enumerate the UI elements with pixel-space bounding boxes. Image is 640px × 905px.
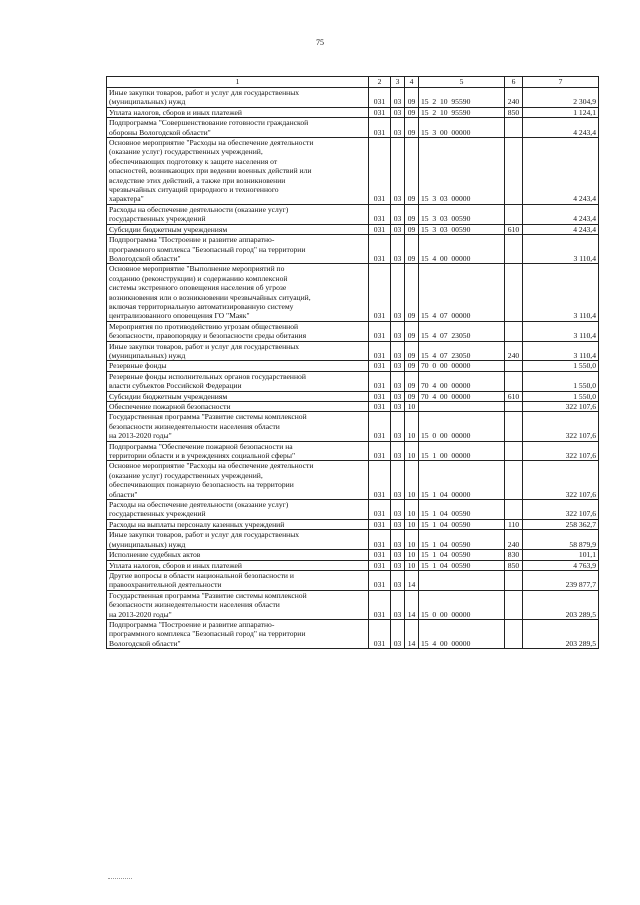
expense-type-cell: 610 xyxy=(505,391,523,401)
ministry-code-cell: 031 xyxy=(369,361,391,371)
amount-cell: 322 107,6 xyxy=(523,500,599,520)
expense-type-cell xyxy=(505,402,523,412)
item-name-cell: Резервные фонды исполнительных органов государственной власти субъектов Российской Федерации xyxy=(107,371,369,391)
amount-cell: 258 362,7 xyxy=(523,519,599,529)
item-name-cell: Подпрограмма "Построение и развитие аппаратно- программного комплекса "Безопасный город" на территории Вологодской области" xyxy=(107,619,369,648)
item-name-cell: Подпрограмма "Построение и развитие аппаратно- программного комплекса "Безопасный город" на территории Вологодской области" xyxy=(107,235,369,264)
amount-cell: 58 879,9 xyxy=(523,530,599,550)
amount-cell: 322 107,6 xyxy=(523,412,599,441)
ministry-code-cell: 031 xyxy=(369,560,391,570)
budget-table xyxy=(106,76,599,649)
item-name-cell: Исполнение судебных актов xyxy=(107,550,369,560)
target-article-cell: 15 4 07 23050 xyxy=(419,341,505,361)
target-article-cell: 15 2 10 95590 xyxy=(419,88,505,108)
target-article-cell: 15 3 00 00000 xyxy=(419,118,505,138)
table-row xyxy=(107,590,599,619)
ministry-code-cell: 031 xyxy=(369,204,391,224)
amount-cell: 203 289,5 xyxy=(523,590,599,619)
ministry-code-cell: 031 xyxy=(369,500,391,520)
target-article-cell xyxy=(419,402,505,412)
subsection-code-cell: 10 xyxy=(405,402,419,412)
ministry-code-cell: 031 xyxy=(369,264,391,321)
item-name-cell: Уплата налогов, сборов и иных платежей xyxy=(107,560,369,570)
table-row xyxy=(107,402,599,412)
table-row xyxy=(107,461,599,500)
expense-type-cell xyxy=(505,361,523,371)
section-code-cell: 03 xyxy=(391,341,405,361)
target-article-cell: 15 0 00 00000 xyxy=(419,590,505,619)
item-name-cell: Обеспечение пожарной безопасности xyxy=(107,402,369,412)
expense-type-cell xyxy=(505,264,523,321)
subsection-code-cell: 09 xyxy=(405,341,419,361)
section-code-cell: 03 xyxy=(391,402,405,412)
table-header-row xyxy=(107,77,599,88)
table-row xyxy=(107,321,599,341)
table-row xyxy=(107,412,599,441)
subsection-code-cell: 09 xyxy=(405,321,419,341)
subsection-code-cell: 09 xyxy=(405,224,419,234)
expense-type-cell xyxy=(505,118,523,138)
target-article-cell: 70 4 00 00000 xyxy=(419,371,505,391)
section-code-cell: 03 xyxy=(391,570,405,590)
table-row xyxy=(107,371,599,391)
subsection-code-cell: 09 xyxy=(405,235,419,264)
ministry-code-cell: 031 xyxy=(369,321,391,341)
expense-type-cell: 240 xyxy=(505,88,523,108)
section-code-cell: 03 xyxy=(391,590,405,619)
amount-cell: 1 550,0 xyxy=(523,361,599,371)
table-row xyxy=(107,264,599,321)
section-code-cell: 03 xyxy=(391,361,405,371)
item-name-cell: Резервные фонды xyxy=(107,361,369,371)
target-article-cell: 15 4 07 23050 xyxy=(419,321,505,341)
target-article-cell: 15 1 04 00590 xyxy=(419,530,505,550)
item-name-cell: Основное мероприятие "Расходы на обеспечение деятельности (оказание услуг) государственных учреждений, обеспечивающих пожарную безопасность на территории области" xyxy=(107,461,369,500)
subsection-code-cell: 10 xyxy=(405,530,419,550)
expense-type-cell xyxy=(505,441,523,461)
target-article-cell: 15 3 03 00590 xyxy=(419,224,505,234)
section-code-cell: 03 xyxy=(391,321,405,341)
item-name-cell: Расходы на обеспечение деятельности (оказание услуг) государственных учреждений xyxy=(107,500,369,520)
target-article-cell: 15 3 03 00590 xyxy=(419,204,505,224)
subsection-code-cell: 10 xyxy=(405,550,419,560)
amount-cell: 4 243,4 xyxy=(523,224,599,234)
section-code-cell: 03 xyxy=(391,138,405,205)
table-row xyxy=(107,341,599,361)
amount-cell: 239 877,7 xyxy=(523,570,599,590)
amount-cell: 3 110,4 xyxy=(523,321,599,341)
expense-type-cell xyxy=(505,235,523,264)
item-name-cell: Другие вопросы в области национальной безопасности и правоохранительной деятельности xyxy=(107,570,369,590)
subsection-code-cell: 14 xyxy=(405,570,419,590)
target-article-cell: 15 2 10 95590 xyxy=(419,107,505,117)
item-name-cell: Основное мероприятие "Выполнение мероприятий по созданию (реконструкции) и содержанию комплексной системы экстренного оповещения населения об угрозе возникновения или о возникновении чрезвычайных ситуаций, включая территориальную автоматизированную систему централизованного оповещения ГО "Маяк" xyxy=(107,264,369,321)
section-code-cell: 03 xyxy=(391,530,405,550)
item-name-cell: Расходы на выплаты персоналу казенных учреждений xyxy=(107,519,369,529)
section-code-cell: 03 xyxy=(391,391,405,401)
expense-type-cell: 850 xyxy=(505,560,523,570)
amount-cell: 4 243,4 xyxy=(523,118,599,138)
expense-type-cell: 850 xyxy=(505,107,523,117)
target-article-cell: 15 4 07 00000 xyxy=(419,264,505,321)
column-header: 7 xyxy=(523,77,599,88)
ministry-code-cell: 031 xyxy=(369,371,391,391)
target-article-cell: 15 1 04 00590 xyxy=(419,550,505,560)
ministry-code-cell: 031 xyxy=(369,88,391,108)
page-number: 75 xyxy=(316,38,324,47)
amount-cell: 101,1 xyxy=(523,550,599,560)
expense-type-cell: 110 xyxy=(505,519,523,529)
expense-type-cell xyxy=(505,371,523,391)
subsection-code-cell: 09 xyxy=(405,391,419,401)
ministry-code-cell: 031 xyxy=(369,235,391,264)
amount-cell: 322 107,6 xyxy=(523,441,599,461)
subsection-code-cell: 10 xyxy=(405,519,419,529)
table-row xyxy=(107,441,599,461)
expense-type-cell xyxy=(505,412,523,441)
ministry-code-cell: 031 xyxy=(369,341,391,361)
subsection-code-cell: 14 xyxy=(405,590,419,619)
expense-type-cell xyxy=(505,570,523,590)
expense-type-cell xyxy=(505,321,523,341)
column-header: 3 xyxy=(391,77,405,88)
table-row xyxy=(107,138,599,205)
column-header: 5 xyxy=(419,77,505,88)
item-name-cell: Подпрограмма "Обеспечение пожарной безопасности на территории области и в учреждениях социальной сферы" xyxy=(107,441,369,461)
amount-cell: 4 243,4 xyxy=(523,138,599,205)
section-code-cell: 03 xyxy=(391,204,405,224)
subsection-code-cell: 09 xyxy=(405,107,419,117)
subsection-code-cell: 10 xyxy=(405,461,419,500)
table-body xyxy=(107,88,599,649)
target-article-cell: 15 1 04 00590 xyxy=(419,500,505,520)
table-row xyxy=(107,391,599,401)
subsection-code-cell: 09 xyxy=(405,204,419,224)
section-code-cell: 03 xyxy=(391,224,405,234)
ministry-code-cell: 031 xyxy=(369,570,391,590)
target-article-cell: 15 1 04 00590 xyxy=(419,519,505,529)
amount-cell: 2 304,9 xyxy=(523,88,599,108)
amount-cell: 203 289,5 xyxy=(523,619,599,648)
ministry-code-cell: 031 xyxy=(369,519,391,529)
subsection-code-cell: 09 xyxy=(405,361,419,371)
amount-cell: 4 243,4 xyxy=(523,204,599,224)
ministry-code-cell: 031 xyxy=(369,461,391,500)
item-name-cell: Субсидии бюджетным учреждениям xyxy=(107,224,369,234)
table-row xyxy=(107,619,599,648)
table-row xyxy=(107,570,599,590)
expense-type-cell xyxy=(505,590,523,619)
subsection-code-cell: 09 xyxy=(405,88,419,108)
amount-cell: 322 107,6 xyxy=(523,402,599,412)
table-row xyxy=(107,235,599,264)
subsection-code-cell: 09 xyxy=(405,118,419,138)
subsection-code-cell: 09 xyxy=(405,138,419,205)
target-article-cell: 15 1 04 00590 xyxy=(419,560,505,570)
table-row xyxy=(107,204,599,224)
subsection-code-cell: 10 xyxy=(405,500,419,520)
amount-cell: 4 763,9 xyxy=(523,560,599,570)
ministry-code-cell: 031 xyxy=(369,619,391,648)
ministry-code-cell: 031 xyxy=(369,107,391,117)
amount-cell: 3 110,4 xyxy=(523,264,599,321)
expense-type-cell: 240 xyxy=(505,341,523,361)
amount-cell: 1 550,0 xyxy=(523,391,599,401)
table-row xyxy=(107,361,599,371)
section-code-cell: 03 xyxy=(391,441,405,461)
table-row xyxy=(107,224,599,234)
ministry-code-cell: 031 xyxy=(369,138,391,205)
item-name-cell: Иные закупки товаров, работ и услуг для государственных (муниципальных) нужд xyxy=(107,341,369,361)
subsection-code-cell: 09 xyxy=(405,371,419,391)
amount-cell: 1 550,0 xyxy=(523,371,599,391)
section-code-cell: 03 xyxy=(391,371,405,391)
expense-type-cell: 610 xyxy=(505,224,523,234)
ministry-code-cell: 031 xyxy=(369,441,391,461)
item-name-cell: Мероприятия по противодействию угрозам общественной безопасности, правопорядку и безопасности среды обитания xyxy=(107,321,369,341)
table-row xyxy=(107,118,599,138)
item-name-cell: Основное мероприятие "Расходы на обеспечение деятельности (оказание услуг) государственных учреждений, обеспечивающих подготовку к защите населения от опасностей, возникающих при ведении военных действий или вследствие этих действий, а также при возникновении чрезвычайных ситуаций природного и техногенного характера" xyxy=(107,138,369,205)
column-header: 2 xyxy=(369,77,391,88)
column-header: 1 xyxy=(107,77,369,88)
ministry-code-cell: 031 xyxy=(369,590,391,619)
target-article-cell: 15 3 03 00000 xyxy=(419,138,505,205)
section-code-cell: 03 xyxy=(391,619,405,648)
table-row xyxy=(107,550,599,560)
ministry-code-cell: 031 xyxy=(369,550,391,560)
expense-type-cell xyxy=(505,204,523,224)
item-name-cell: Уплата налогов, сборов и иных платежей xyxy=(107,107,369,117)
table-row xyxy=(107,88,599,108)
item-name-cell: Государственная программа "Развитие системы комплексной безопасности жизнедеятельности населения области на 2013-2020 годы" xyxy=(107,590,369,619)
section-code-cell: 03 xyxy=(391,412,405,441)
item-name-cell: Подпрограмма "Совершенствование готовности гражданской обороны Вологодской области" xyxy=(107,118,369,138)
amount-cell: 3 110,4 xyxy=(523,341,599,361)
section-code-cell: 03 xyxy=(391,235,405,264)
target-article-cell: 70 0 00 00000 xyxy=(419,361,505,371)
target-article-cell xyxy=(419,570,505,590)
expense-type-cell: 240 xyxy=(505,530,523,550)
footer-mark xyxy=(108,878,132,879)
section-code-cell: 03 xyxy=(391,461,405,500)
section-code-cell: 03 xyxy=(391,560,405,570)
section-code-cell: 03 xyxy=(391,88,405,108)
target-article-cell: 15 1 00 00000 xyxy=(419,441,505,461)
target-article-cell: 15 1 04 00000 xyxy=(419,461,505,500)
item-name-cell: Расходы на обеспечение деятельности (оказание услуг) государственных учреждений xyxy=(107,204,369,224)
column-header: 4 xyxy=(405,77,419,88)
target-article-cell: 15 0 00 00000 xyxy=(419,412,505,441)
section-code-cell: 03 xyxy=(391,550,405,560)
expense-type-cell: 830 xyxy=(505,550,523,560)
ministry-code-cell: 031 xyxy=(369,412,391,441)
item-name-cell: Иные закупки товаров, работ и услуг для государственных (муниципальных) нужд xyxy=(107,88,369,108)
target-article-cell: 70 4 00 00000 xyxy=(419,391,505,401)
section-code-cell: 03 xyxy=(391,500,405,520)
ministry-code-cell: 031 xyxy=(369,391,391,401)
ministry-code-cell: 031 xyxy=(369,402,391,412)
item-name-cell: Субсидии бюджетным учреждениям xyxy=(107,391,369,401)
subsection-code-cell: 10 xyxy=(405,412,419,441)
subsection-code-cell: 10 xyxy=(405,441,419,461)
expense-type-cell xyxy=(505,500,523,520)
amount-cell: 322 107,6 xyxy=(523,461,599,500)
ministry-code-cell: 031 xyxy=(369,530,391,550)
column-header: 6 xyxy=(505,77,523,88)
amount-cell: 1 124,1 xyxy=(523,107,599,117)
subsection-code-cell: 14 xyxy=(405,619,419,648)
section-code-cell: 03 xyxy=(391,107,405,117)
item-name-cell: Государственная программа "Развитие системы комплексной безопасности жизнедеятельности населения области на 2013-2020 годы" xyxy=(107,412,369,441)
expense-type-cell xyxy=(505,138,523,205)
target-article-cell: 15 4 00 00000 xyxy=(419,235,505,264)
table-row xyxy=(107,500,599,520)
table-row xyxy=(107,530,599,550)
ministry-code-cell: 031 xyxy=(369,118,391,138)
table-row xyxy=(107,519,599,529)
expense-type-cell xyxy=(505,461,523,500)
section-code-cell: 03 xyxy=(391,519,405,529)
ministry-code-cell: 031 xyxy=(369,224,391,234)
section-code-cell: 03 xyxy=(391,264,405,321)
target-article-cell: 15 4 00 00000 xyxy=(419,619,505,648)
subsection-code-cell: 10 xyxy=(405,560,419,570)
section-code-cell: 03 xyxy=(391,118,405,138)
amount-cell: 3 110,4 xyxy=(523,235,599,264)
subsection-code-cell: 09 xyxy=(405,264,419,321)
table-row xyxy=(107,107,599,117)
expense-type-cell xyxy=(505,619,523,648)
table-row xyxy=(107,560,599,570)
item-name-cell: Иные закупки товаров, работ и услуг для государственных (муниципальных) нужд xyxy=(107,530,369,550)
